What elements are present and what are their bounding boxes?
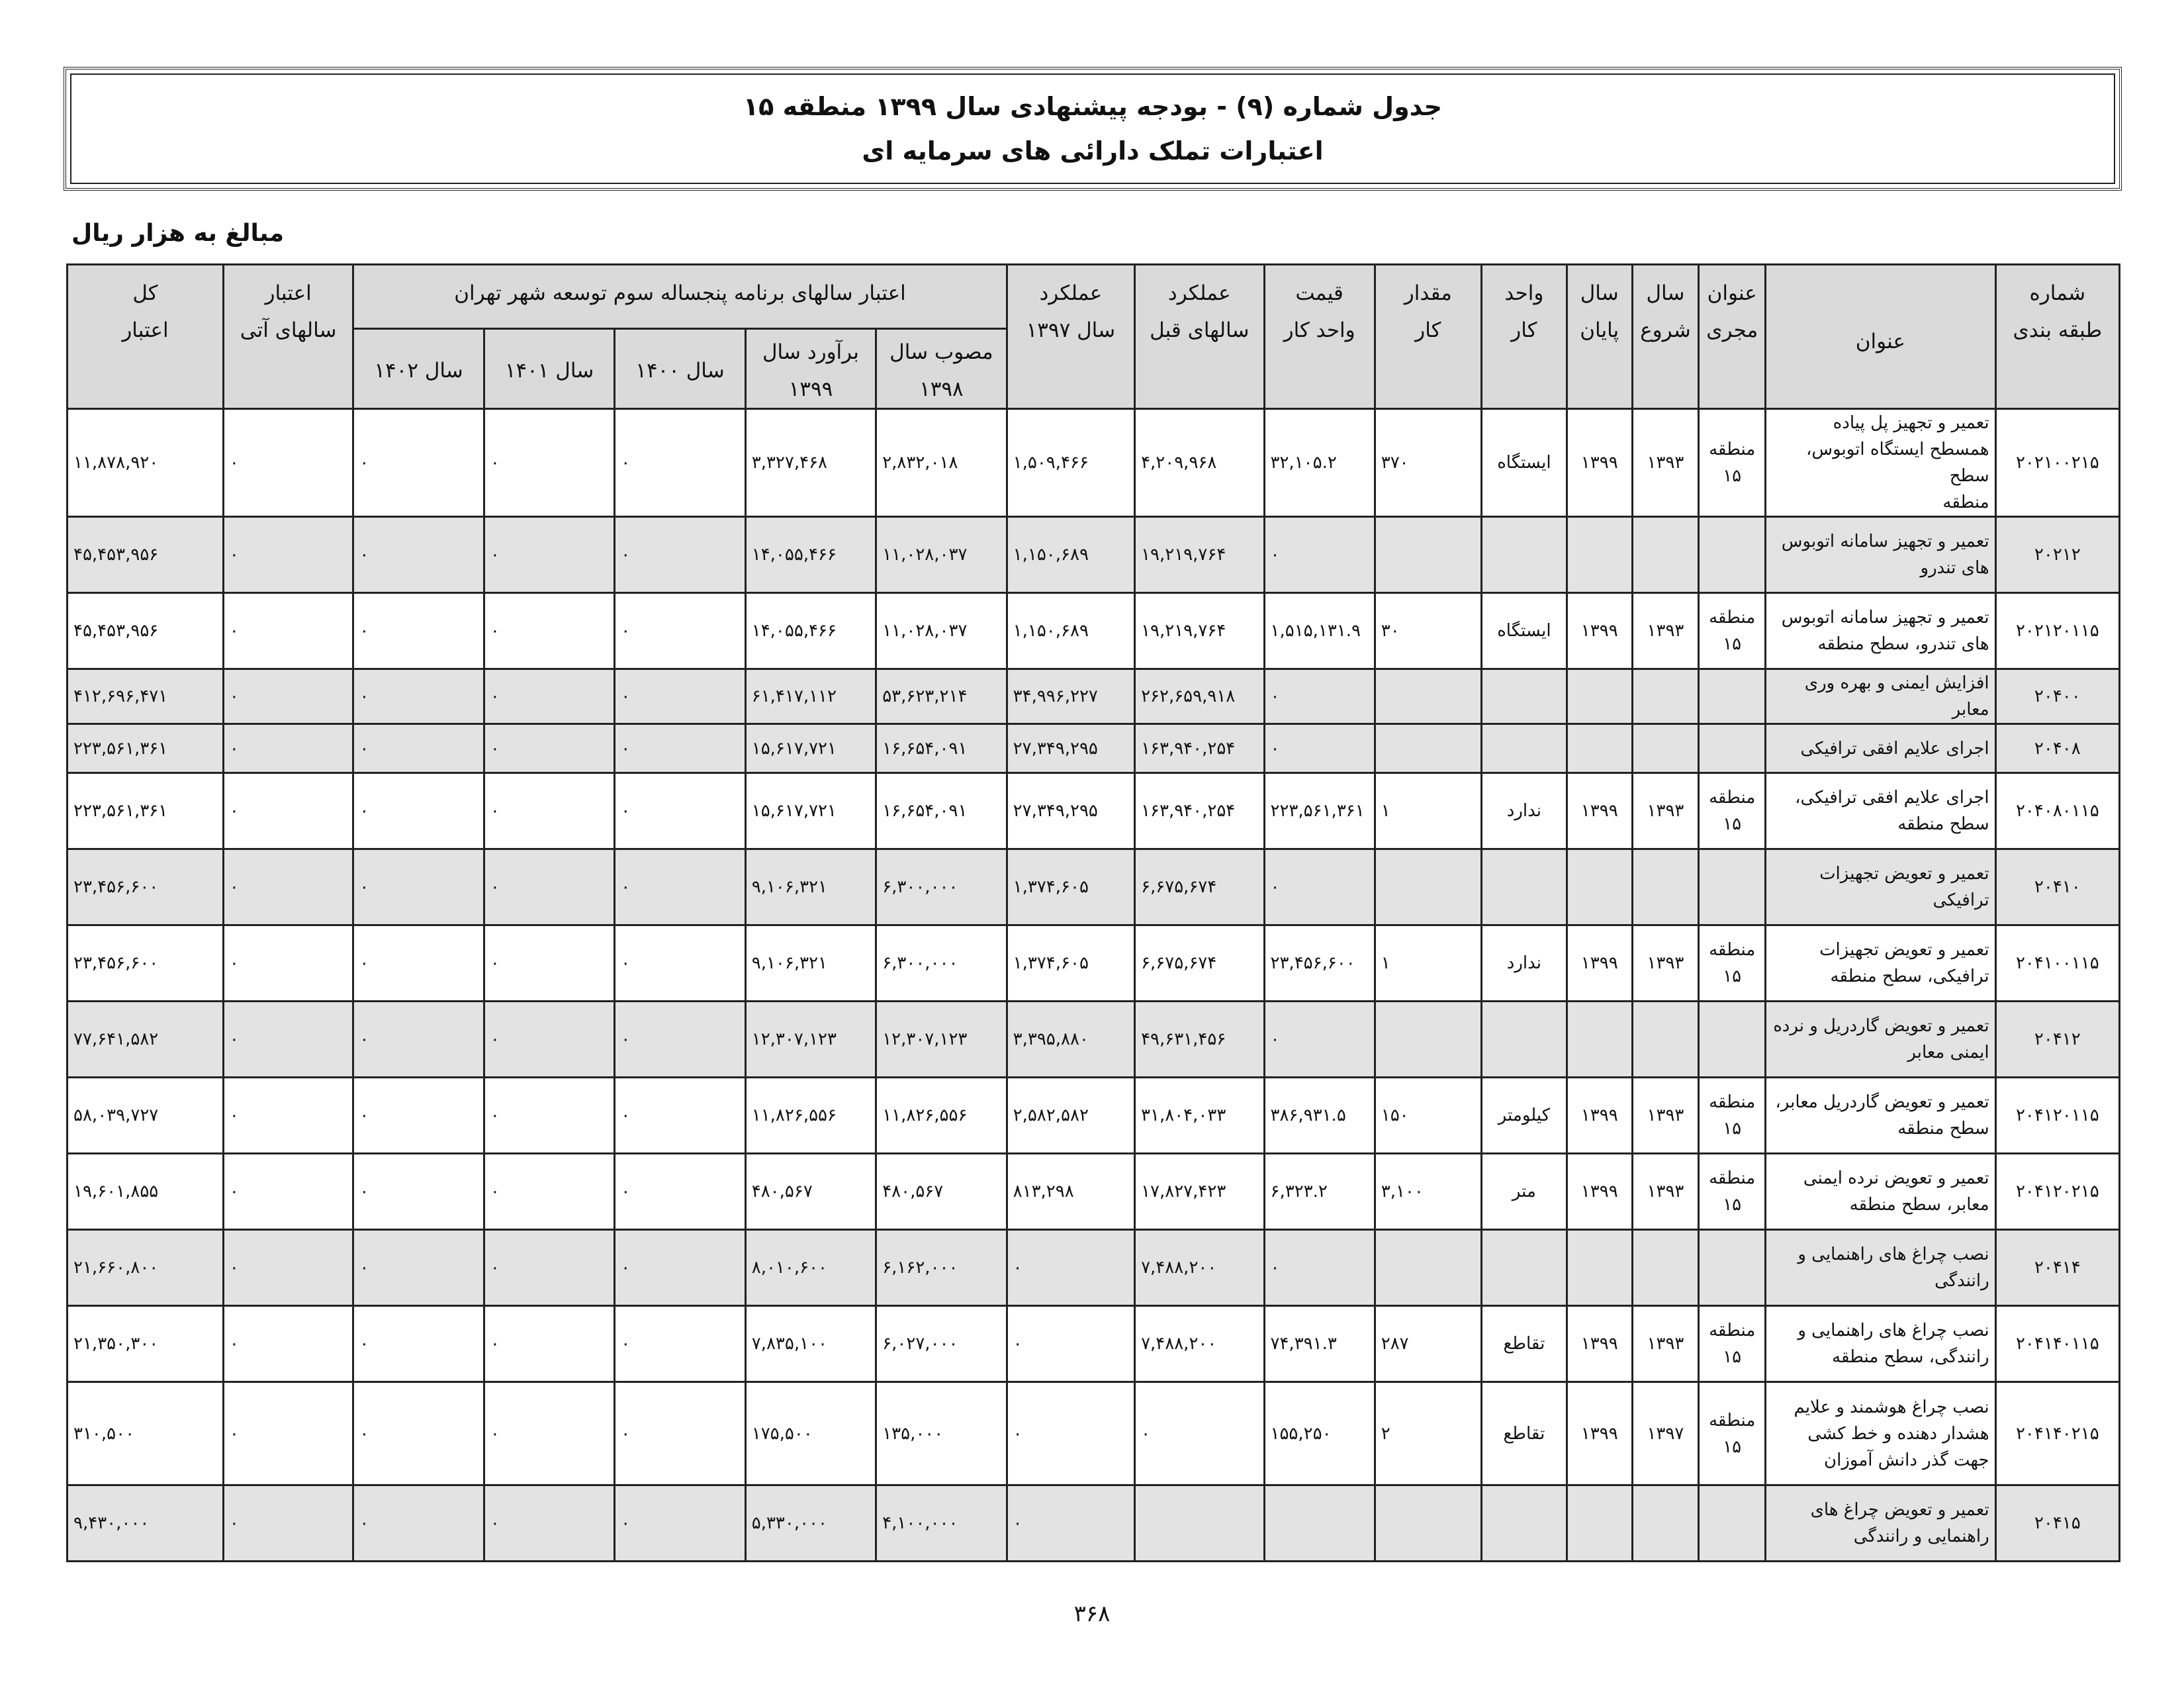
table-row bbox=[68, 517, 2120, 593]
cell-total: ۲۳,۴۵۶,۶۰۰ bbox=[68, 849, 224, 925]
cell-total: ۴۱۲,۶۹۶,۴۷۱ bbox=[68, 669, 224, 724]
cell-a1398: ۶,۳۰۰,۰۰۰ bbox=[876, 849, 1007, 925]
cell-unit: کیلومتر bbox=[1481, 1078, 1567, 1154]
cell-prev: ۱۹,۲۱۹,۷۶۴ bbox=[1135, 593, 1264, 669]
cell-code: ۲۰۴۱۵ bbox=[1995, 1485, 2119, 1562]
cell-a1398: ۲,۸۳۲,۰۱۸ bbox=[876, 409, 1007, 517]
cell-prev: ۲۶۲,۶۵۹,۹۱۸ bbox=[1135, 669, 1264, 724]
cell-qty bbox=[1375, 1002, 1481, 1078]
cell-prev: ۱۹,۲۱۹,۷۶۴ bbox=[1135, 517, 1264, 593]
cell-code: ۲۰۴۱۲ bbox=[1995, 1002, 2119, 1078]
cell-future: ۰ bbox=[223, 724, 353, 773]
cell-e1399: ۹,۱۰۶,۳۲۱ bbox=[745, 849, 876, 925]
cell-total: ۲۱,۶۶۰,۸۰۰ bbox=[68, 1230, 224, 1306]
cell-total: ۴۵,۴۵۳,۹۵۶ bbox=[68, 517, 224, 593]
cell-p1397: ۰ bbox=[1007, 1230, 1134, 1306]
cell-title: تعمیر و تعویض تجهیزات ترافیکی bbox=[1766, 849, 1996, 925]
cell-executor bbox=[1699, 1002, 1766, 1078]
cell-a1398: ۶,۱۶۲,۰۰۰ bbox=[876, 1230, 1007, 1306]
cell-a1398: ۱۶,۶۵۴,۰۹۱ bbox=[876, 724, 1007, 773]
cell-start bbox=[1632, 849, 1699, 925]
cell-unit: ندارد bbox=[1481, 773, 1567, 849]
cell-y1400: ۰ bbox=[615, 1382, 745, 1485]
cell-title: تعمیر و تجهیز سامانه اتوبوس های تندرو bbox=[1766, 517, 1996, 593]
cell-end bbox=[1567, 517, 1632, 593]
cell-y1401: ۰ bbox=[484, 1382, 614, 1485]
cell-future: ۰ bbox=[223, 925, 353, 1002]
cell-prev: ۱۷,۸۲۷,۴۲۳ bbox=[1135, 1154, 1264, 1230]
cell-future: ۰ bbox=[223, 1485, 353, 1562]
cell-p1397: ۲۷,۳۴۹,۲۹۵ bbox=[1007, 724, 1134, 773]
cell-y1401: ۰ bbox=[484, 517, 614, 593]
cell-p1397: ۳۴,۹۹۶,۲۲۷ bbox=[1007, 669, 1134, 724]
cell-code: ۲۰۴۱۲۰۱۱۵ bbox=[1995, 1078, 2119, 1154]
cell-total: ۲۲۳,۵۶۱,۳۶۱ bbox=[68, 773, 224, 849]
cell-executor: منطقه ۱۵ bbox=[1699, 1306, 1766, 1382]
cell-unit: تقاطع bbox=[1481, 1306, 1567, 1382]
cell-executor bbox=[1699, 669, 1766, 724]
cell-y1402: ۰ bbox=[353, 1382, 484, 1485]
header-plan-group: اعتبار سالهای برنامه پنجساله سوم توسعه شهر تهران bbox=[353, 265, 1007, 329]
table-subtitle: اعتبارات تملک دارائی های سرمایه ای bbox=[862, 136, 1324, 165]
cell-prev: ۰ bbox=[1135, 1382, 1264, 1485]
cell-p1397: ۱,۱۵۰,۶۸۹ bbox=[1007, 517, 1134, 593]
cell-executor: منطقه ۱۵ bbox=[1699, 593, 1766, 669]
cell-code: ۲۰۴۱۴۰۲۱۵ bbox=[1995, 1382, 2119, 1485]
table-row bbox=[68, 1306, 2120, 1382]
cell-price: ۲۳,۴۵۶,۶۰۰ bbox=[1264, 925, 1375, 1002]
cell-prev: ۶,۶۷۵,۶۷۴ bbox=[1135, 849, 1264, 925]
cell-price: ۰ bbox=[1264, 724, 1375, 773]
cell-start bbox=[1632, 517, 1699, 593]
table-row bbox=[68, 1002, 2120, 1078]
cell-unit bbox=[1481, 1485, 1567, 1562]
cell-title: نصب چراغ هوشمند و علایم هشدار دهنده و خط کشی جهت گذر دانش آموزان bbox=[1766, 1382, 1996, 1485]
cell-p1397: ۰ bbox=[1007, 1485, 1134, 1562]
cell-executor: منطقه ۱۵ bbox=[1699, 1382, 1766, 1485]
unit-note: مبالغ به هزار ریال bbox=[71, 220, 284, 247]
cell-code: ۲۰۴۱۴ bbox=[1995, 1230, 2119, 1306]
cell-prev: ۱۶۳,۹۴۰,۲۵۴ bbox=[1135, 724, 1264, 773]
cell-title: نصب چراغ های راهنمایی و رانندگی bbox=[1766, 1230, 1996, 1306]
header-unit: واحد کار bbox=[1481, 265, 1567, 409]
cell-y1400: ۰ bbox=[615, 1485, 745, 1562]
table-row bbox=[68, 925, 2120, 1002]
table-row bbox=[68, 1230, 2120, 1306]
header-year-1401: سال ۱۴۰۱ bbox=[484, 329, 614, 409]
cell-price bbox=[1264, 1485, 1375, 1562]
cell-executor: منطقه ۱۵ bbox=[1699, 925, 1766, 1002]
header-code: شماره طبقه بندی bbox=[1995, 265, 2119, 409]
cell-start bbox=[1632, 1002, 1699, 1078]
table-row bbox=[68, 1078, 2120, 1154]
cell-qty bbox=[1375, 517, 1481, 593]
cell-y1400: ۰ bbox=[615, 1002, 745, 1078]
cell-qty bbox=[1375, 669, 1481, 724]
page-number: ۳۶۸ bbox=[1073, 1601, 1111, 1627]
cell-future: ۰ bbox=[223, 1154, 353, 1230]
cell-y1401: ۰ bbox=[484, 773, 614, 849]
cell-p1397: ۱,۵۰۹,۴۶۶ bbox=[1007, 409, 1134, 517]
cell-y1401: ۰ bbox=[484, 1002, 614, 1078]
cell-end: ۱۳۹۹ bbox=[1567, 1078, 1632, 1154]
cell-qty bbox=[1375, 849, 1481, 925]
cell-y1402: ۰ bbox=[353, 669, 484, 724]
cell-p1397: ۲۷,۳۴۹,۲۹۵ bbox=[1007, 773, 1134, 849]
cell-code: ۲۰۴۱۴۰۱۱۵ bbox=[1995, 1306, 2119, 1382]
cell-y1402: ۰ bbox=[353, 517, 484, 593]
cell-y1401: ۰ bbox=[484, 593, 614, 669]
cell-y1400: ۰ bbox=[615, 849, 745, 925]
cell-future: ۰ bbox=[223, 1306, 353, 1382]
cell-title: تعمیر و تعویض نرده ایمنی معابر، سطح منطقه bbox=[1766, 1154, 1996, 1230]
cell-title: تعمیر و تعویض تجهیزات ترافیکی، سطح منطقه bbox=[1766, 925, 1996, 1002]
cell-y1401: ۰ bbox=[484, 1230, 614, 1306]
cell-y1402: ۰ bbox=[353, 409, 484, 517]
cell-price: ۰ bbox=[1264, 849, 1375, 925]
cell-title: تعمیر و تعویض چراغ های راهنمایی و رانندگی bbox=[1766, 1485, 1996, 1562]
cell-e1399: ۶۱,۴۱۷,۱۱۲ bbox=[745, 669, 876, 724]
cell-start bbox=[1632, 669, 1699, 724]
cell-y1400: ۰ bbox=[615, 925, 745, 1002]
cell-end bbox=[1567, 849, 1632, 925]
cell-p1397: ۱,۱۵۰,۶۸۹ bbox=[1007, 593, 1134, 669]
cell-unit: ایستگاه bbox=[1481, 593, 1567, 669]
cell-end: ۱۳۹۹ bbox=[1567, 773, 1632, 849]
table-row bbox=[68, 1485, 2120, 1562]
cell-executor: منطقه ۱۵ bbox=[1699, 1078, 1766, 1154]
cell-prev: ۶,۶۷۵,۶۷۴ bbox=[1135, 925, 1264, 1002]
cell-e1399: ۴۸۰,۵۶۷ bbox=[745, 1154, 876, 1230]
cell-y1401: ۰ bbox=[484, 1306, 614, 1382]
cell-end: ۱۳۹۹ bbox=[1567, 1154, 1632, 1230]
cell-code: ۲۰۴۰۸ bbox=[1995, 724, 2119, 773]
cell-title: اجرای علایم افقی ترافیکی bbox=[1766, 724, 1996, 773]
cell-y1402: ۰ bbox=[353, 724, 484, 773]
cell-prev: ۷,۴۸۸,۲۰۰ bbox=[1135, 1306, 1264, 1382]
cell-executor bbox=[1699, 1485, 1766, 1562]
cell-e1399: ۱۴,۰۵۵,۴۶۶ bbox=[745, 517, 876, 593]
cell-price: ۰ bbox=[1264, 669, 1375, 724]
cell-executor bbox=[1699, 849, 1766, 925]
table-row bbox=[68, 1382, 2120, 1485]
cell-unit: متر bbox=[1481, 1154, 1567, 1230]
cell-e1399: ۱۴,۰۵۵,۴۶۶ bbox=[745, 593, 876, 669]
cell-y1400: ۰ bbox=[615, 593, 745, 669]
cell-y1402: ۰ bbox=[353, 925, 484, 1002]
cell-start: ۱۳۹۳ bbox=[1632, 1154, 1699, 1230]
cell-y1401: ۰ bbox=[484, 724, 614, 773]
cell-start: ۱۳۹۳ bbox=[1632, 1306, 1699, 1382]
cell-total: ۲۱,۳۵۰,۳۰۰ bbox=[68, 1306, 224, 1382]
table-row bbox=[68, 773, 2120, 849]
cell-start bbox=[1632, 724, 1699, 773]
cell-unit bbox=[1481, 669, 1567, 724]
cell-a1398: ۶,۳۰۰,۰۰۰ bbox=[876, 925, 1007, 1002]
table-body bbox=[68, 409, 2120, 1562]
cell-code: ۲۰۲۱۲۰۱۱۵ bbox=[1995, 593, 2119, 669]
cell-p1397: ۰ bbox=[1007, 1382, 1134, 1485]
cell-a1398: ۱۱,۰۲۸,۰۳۷ bbox=[876, 593, 1007, 669]
cell-qty: ۱۵۰ bbox=[1375, 1078, 1481, 1154]
cell-a1398: ۴,۱۰۰,۰۰۰ bbox=[876, 1485, 1007, 1562]
cell-end: ۱۳۹۹ bbox=[1567, 925, 1632, 1002]
cell-price: ۷۴,۳۹۱.۳ bbox=[1264, 1306, 1375, 1382]
cell-qty: ۳,۱۰۰ bbox=[1375, 1154, 1481, 1230]
cell-code: ۲۰۴۱۲۰۲۱۵ bbox=[1995, 1154, 2119, 1230]
cell-price: ۳۸۶,۹۳۱.۵ bbox=[1264, 1078, 1375, 1154]
cell-prev: ۴,۲۰۹,۹۶۸ bbox=[1135, 409, 1264, 517]
cell-qty: ۱ bbox=[1375, 925, 1481, 1002]
table-row bbox=[68, 669, 2120, 724]
cell-y1401: ۰ bbox=[484, 1154, 614, 1230]
cell-executor bbox=[1699, 1230, 1766, 1306]
cell-start: ۱۳۹۳ bbox=[1632, 593, 1699, 669]
cell-future: ۰ bbox=[223, 849, 353, 925]
cell-e1399: ۳,۳۲۷,۴۶۸ bbox=[745, 409, 876, 517]
cell-executor: منطقه ۱۵ bbox=[1699, 1154, 1766, 1230]
cell-start: ۱۳۹۳ bbox=[1632, 1078, 1699, 1154]
cell-future: ۰ bbox=[223, 1002, 353, 1078]
cell-start bbox=[1632, 1230, 1699, 1306]
cell-price: ۱۵۵,۲۵۰ bbox=[1264, 1382, 1375, 1485]
cell-e1399: ۹,۱۰۶,۳۲۱ bbox=[745, 925, 876, 1002]
cell-title: تعمیر و تعویض گاردریل معابر، سطح منطقه bbox=[1766, 1078, 1996, 1154]
header-total: کل اعتبار bbox=[68, 265, 224, 409]
cell-future: ۰ bbox=[223, 1078, 353, 1154]
cell-y1400: ۰ bbox=[615, 1154, 745, 1230]
cell-y1401: ۰ bbox=[484, 1485, 614, 1562]
cell-future: ۰ bbox=[223, 1382, 353, 1485]
cell-a1398: ۶,۰۲۷,۰۰۰ bbox=[876, 1306, 1007, 1382]
cell-y1402: ۰ bbox=[353, 1002, 484, 1078]
table-row bbox=[68, 593, 2120, 669]
cell-title: افزایش ایمنی و بهره وری معابر bbox=[1766, 669, 1996, 724]
cell-total: ۹,۴۳۰,۰۰۰ bbox=[68, 1485, 224, 1562]
cell-y1402: ۰ bbox=[353, 773, 484, 849]
cell-start bbox=[1632, 1485, 1699, 1562]
header-prev-performance: عملکرد سالهای قبل bbox=[1135, 265, 1264, 409]
cell-executor: منطقه ۱۵ bbox=[1699, 409, 1766, 517]
header-unit-price: قیمت واحد کار bbox=[1264, 265, 1375, 409]
cell-end: ۱۳۹۹ bbox=[1567, 1382, 1632, 1485]
cell-total: ۴۵,۴۵۳,۹۵۶ bbox=[68, 593, 224, 669]
cell-y1400: ۰ bbox=[615, 409, 745, 517]
cell-y1400: ۰ bbox=[615, 1306, 745, 1382]
cell-price: ۶,۳۲۳.۲ bbox=[1264, 1154, 1375, 1230]
cell-unit bbox=[1481, 724, 1567, 773]
cell-e1399: ۵,۳۳۰,۰۰۰ bbox=[745, 1485, 876, 1562]
cell-total: ۷۷,۶۴۱,۵۸۲ bbox=[68, 1002, 224, 1078]
cell-future: ۰ bbox=[223, 517, 353, 593]
cell-price: ۲۲۳,۵۶۱,۳۶۱ bbox=[1264, 773, 1375, 849]
table-row bbox=[68, 724, 2120, 773]
budget-table bbox=[66, 263, 2120, 1562]
cell-end bbox=[1567, 724, 1632, 773]
header-end-year: سال پایان bbox=[1567, 265, 1632, 409]
cell-y1400: ۰ bbox=[615, 724, 745, 773]
cell-qty: ۲۸۷ bbox=[1375, 1306, 1481, 1382]
cell-prev: ۴۹,۶۳۱,۴۵۶ bbox=[1135, 1002, 1264, 1078]
cell-executor: منطقه ۱۵ bbox=[1699, 773, 1766, 849]
cell-a1398: ۱۶,۶۵۴,۰۹۱ bbox=[876, 773, 1007, 849]
cell-future: ۰ bbox=[223, 1230, 353, 1306]
header-title: عنوان bbox=[1766, 265, 1996, 409]
cell-y1400: ۰ bbox=[615, 669, 745, 724]
cell-total: ۳۱۰,۵۰۰ bbox=[68, 1382, 224, 1485]
cell-a1398: ۴۸۰,۵۶۷ bbox=[876, 1154, 1007, 1230]
cell-unit bbox=[1481, 1230, 1567, 1306]
cell-title: تعمیر و تعویض گاردریل و نرده ایمنی معابر bbox=[1766, 1002, 1996, 1078]
cell-start: ۱۳۹۷ bbox=[1632, 1382, 1699, 1485]
cell-e1399: ۷,۸۳۵,۱۰۰ bbox=[745, 1306, 876, 1382]
cell-code: ۲۰۲۱۲ bbox=[1995, 517, 2119, 593]
cell-y1400: ۰ bbox=[615, 517, 745, 593]
cell-y1401: ۰ bbox=[484, 925, 614, 1002]
cell-total: ۱۱,۸۷۸,۹۲۰ bbox=[68, 409, 224, 517]
cell-end bbox=[1567, 1485, 1632, 1562]
cell-qty: ۳۷۰ bbox=[1375, 409, 1481, 517]
cell-qty bbox=[1375, 1485, 1481, 1562]
cell-unit: تقاطع bbox=[1481, 1382, 1567, 1485]
cell-total: ۲۳,۴۵۶,۶۰۰ bbox=[68, 925, 224, 1002]
cell-price: ۳۲,۱۰۵.۲ bbox=[1264, 409, 1375, 517]
cell-a1398: ۱۳۵,۰۰۰ bbox=[876, 1382, 1007, 1485]
cell-y1401: ۰ bbox=[484, 849, 614, 925]
cell-p1397: ۰ bbox=[1007, 1306, 1134, 1382]
table-title: جدول شماره (۹) - بودجه پیشنهادی سال ۱۳۹۹ منطقه ۱۵ bbox=[743, 92, 1443, 121]
cell-end: ۱۳۹۹ bbox=[1567, 409, 1632, 517]
cell-code: ۲۰۴۱۰۰۱۱۵ bbox=[1995, 925, 2119, 1002]
table-row bbox=[68, 849, 2120, 925]
header-executor: عنوان مجری bbox=[1699, 265, 1766, 409]
header-estimate-1399: برآورد سال ۱۳۹۹ bbox=[745, 329, 876, 409]
cell-executor bbox=[1699, 724, 1766, 773]
cell-code: ۲۰۴۱۰ bbox=[1995, 849, 2119, 925]
cell-unit: ندارد bbox=[1481, 925, 1567, 1002]
cell-y1401: ۰ bbox=[484, 409, 614, 517]
cell-y1402: ۰ bbox=[353, 1078, 484, 1154]
cell-price: ۰ bbox=[1264, 517, 1375, 593]
cell-qty: ۲ bbox=[1375, 1382, 1481, 1485]
cell-y1400: ۰ bbox=[615, 773, 745, 849]
table-row bbox=[68, 1154, 2120, 1230]
cell-end: ۱۳۹۹ bbox=[1567, 593, 1632, 669]
cell-unit bbox=[1481, 1002, 1567, 1078]
cell-e1399: ۱۵,۶۱۷,۷۲۱ bbox=[745, 773, 876, 849]
cell-e1399: ۱۷۵,۵۰۰ bbox=[745, 1382, 876, 1485]
cell-unit bbox=[1481, 517, 1567, 593]
cell-future: ۰ bbox=[223, 669, 353, 724]
cell-total: ۵۸,۰۳۹,۷۲۷ bbox=[68, 1078, 224, 1154]
cell-executor bbox=[1699, 517, 1766, 593]
cell-code: ۲۰۲۱۰۰۲۱۵ bbox=[1995, 409, 2119, 517]
cell-e1399: ۱۲,۳۰۷,۱۲۳ bbox=[745, 1002, 876, 1078]
cell-future: ۰ bbox=[223, 773, 353, 849]
header-future: اعتبار سالهای آتی bbox=[223, 265, 353, 409]
cell-e1399: ۸,۰۱۰,۶۰۰ bbox=[745, 1230, 876, 1306]
cell-a1398: ۱۱,۸۲۶,۵۵۶ bbox=[876, 1078, 1007, 1154]
cell-title: نصب چراغ های راهنمایی و رانندگی، سطح منطقه bbox=[1766, 1306, 1996, 1382]
cell-qty bbox=[1375, 724, 1481, 773]
title-box bbox=[64, 67, 2122, 191]
cell-code: ۲۰۴۰۰ bbox=[1995, 669, 2119, 724]
cell-total: ۲۲۳,۵۶۱,۳۶۱ bbox=[68, 724, 224, 773]
cell-e1399: ۱۵,۶۱۷,۷۲۱ bbox=[745, 724, 876, 773]
cell-a1398: ۱۲,۳۰۷,۱۲۳ bbox=[876, 1002, 1007, 1078]
cell-prev: ۳۱,۸۰۴,۰۳۳ bbox=[1135, 1078, 1264, 1154]
cell-y1402: ۰ bbox=[353, 1154, 484, 1230]
cell-p1397: ۱,۳۷۴,۶۰۵ bbox=[1007, 849, 1134, 925]
cell-prev: ۷,۴۸۸,۲۰۰ bbox=[1135, 1230, 1264, 1306]
cell-start: ۱۳۹۳ bbox=[1632, 773, 1699, 849]
cell-end: ۱۳۹۹ bbox=[1567, 1306, 1632, 1382]
cell-total: ۱۹,۶۰۱,۸۵۵ bbox=[68, 1154, 224, 1230]
cell-prev: ۱۶۳,۹۴۰,۲۵۴ bbox=[1135, 773, 1264, 849]
header-year-1402: سال ۱۴۰۲ bbox=[353, 329, 484, 409]
cell-title: تعمیر و تجهیز پل پیاده همسطح ایستگاه اتوبوس، سطح منطقه bbox=[1766, 409, 1996, 517]
cell-unit: ایستگاه bbox=[1481, 409, 1567, 517]
header-approved-1398: مصوب سال ۱۳۹۸ bbox=[876, 329, 1007, 409]
cell-code: ۲۰۴۰۸۰۱۱۵ bbox=[1995, 773, 2119, 849]
header-quantity: مقدار کار bbox=[1375, 265, 1481, 409]
header-performance-1397: عملکرد سال ۱۳۹۷ bbox=[1007, 265, 1134, 409]
cell-p1397: ۸۱۳,۲۹۸ bbox=[1007, 1154, 1134, 1230]
cell-p1397: ۲,۵۸۲,۵۸۲ bbox=[1007, 1078, 1134, 1154]
cell-qty: ۱ bbox=[1375, 773, 1481, 849]
cell-y1401: ۰ bbox=[484, 1078, 614, 1154]
cell-price: ۰ bbox=[1264, 1230, 1375, 1306]
cell-title: اجرای علایم افقی ترافیکی، سطح منطقه bbox=[1766, 773, 1996, 849]
cell-price: ۱,۵۱۵,۱۳۱.۹ bbox=[1264, 593, 1375, 669]
cell-y1402: ۰ bbox=[353, 593, 484, 669]
cell-p1397: ۱,۳۷۴,۶۰۵ bbox=[1007, 925, 1134, 1002]
cell-y1400: ۰ bbox=[615, 1078, 745, 1154]
header-year-1400: سال ۱۴۰۰ bbox=[615, 329, 745, 409]
cell-p1397: ۳,۳۹۵,۸۸۰ bbox=[1007, 1002, 1134, 1078]
cell-e1399: ۱۱,۸۲۶,۵۵۶ bbox=[745, 1078, 876, 1154]
cell-start: ۱۳۹۳ bbox=[1632, 925, 1699, 1002]
table-row bbox=[68, 409, 2120, 517]
cell-a1398: ۵۳,۶۲۳,۲۱۴ bbox=[876, 669, 1007, 724]
cell-y1401: ۰ bbox=[484, 669, 614, 724]
cell-unit bbox=[1481, 849, 1567, 925]
cell-qty: ۳۰ bbox=[1375, 593, 1481, 669]
cell-a1398: ۱۱,۰۲۸,۰۳۷ bbox=[876, 517, 1007, 593]
cell-prev bbox=[1135, 1485, 1264, 1562]
cell-y1402: ۰ bbox=[353, 849, 484, 925]
cell-price: ۰ bbox=[1264, 1002, 1375, 1078]
cell-qty bbox=[1375, 1230, 1481, 1306]
cell-y1402: ۰ bbox=[353, 1306, 484, 1382]
header-start-year: سال شروع bbox=[1632, 265, 1699, 409]
cell-end bbox=[1567, 669, 1632, 724]
cell-start: ۱۳۹۳ bbox=[1632, 409, 1699, 517]
cell-end bbox=[1567, 1002, 1632, 1078]
cell-y1400: ۰ bbox=[615, 1230, 745, 1306]
cell-future: ۰ bbox=[223, 409, 353, 517]
cell-title: تعمیر و تجهیز سامانه اتوبوس های تندرو، سطح منطقه bbox=[1766, 593, 1996, 669]
cell-end bbox=[1567, 1230, 1632, 1306]
cell-y1402: ۰ bbox=[353, 1485, 484, 1562]
cell-y1402: ۰ bbox=[353, 1230, 484, 1306]
cell-future: ۰ bbox=[223, 593, 353, 669]
